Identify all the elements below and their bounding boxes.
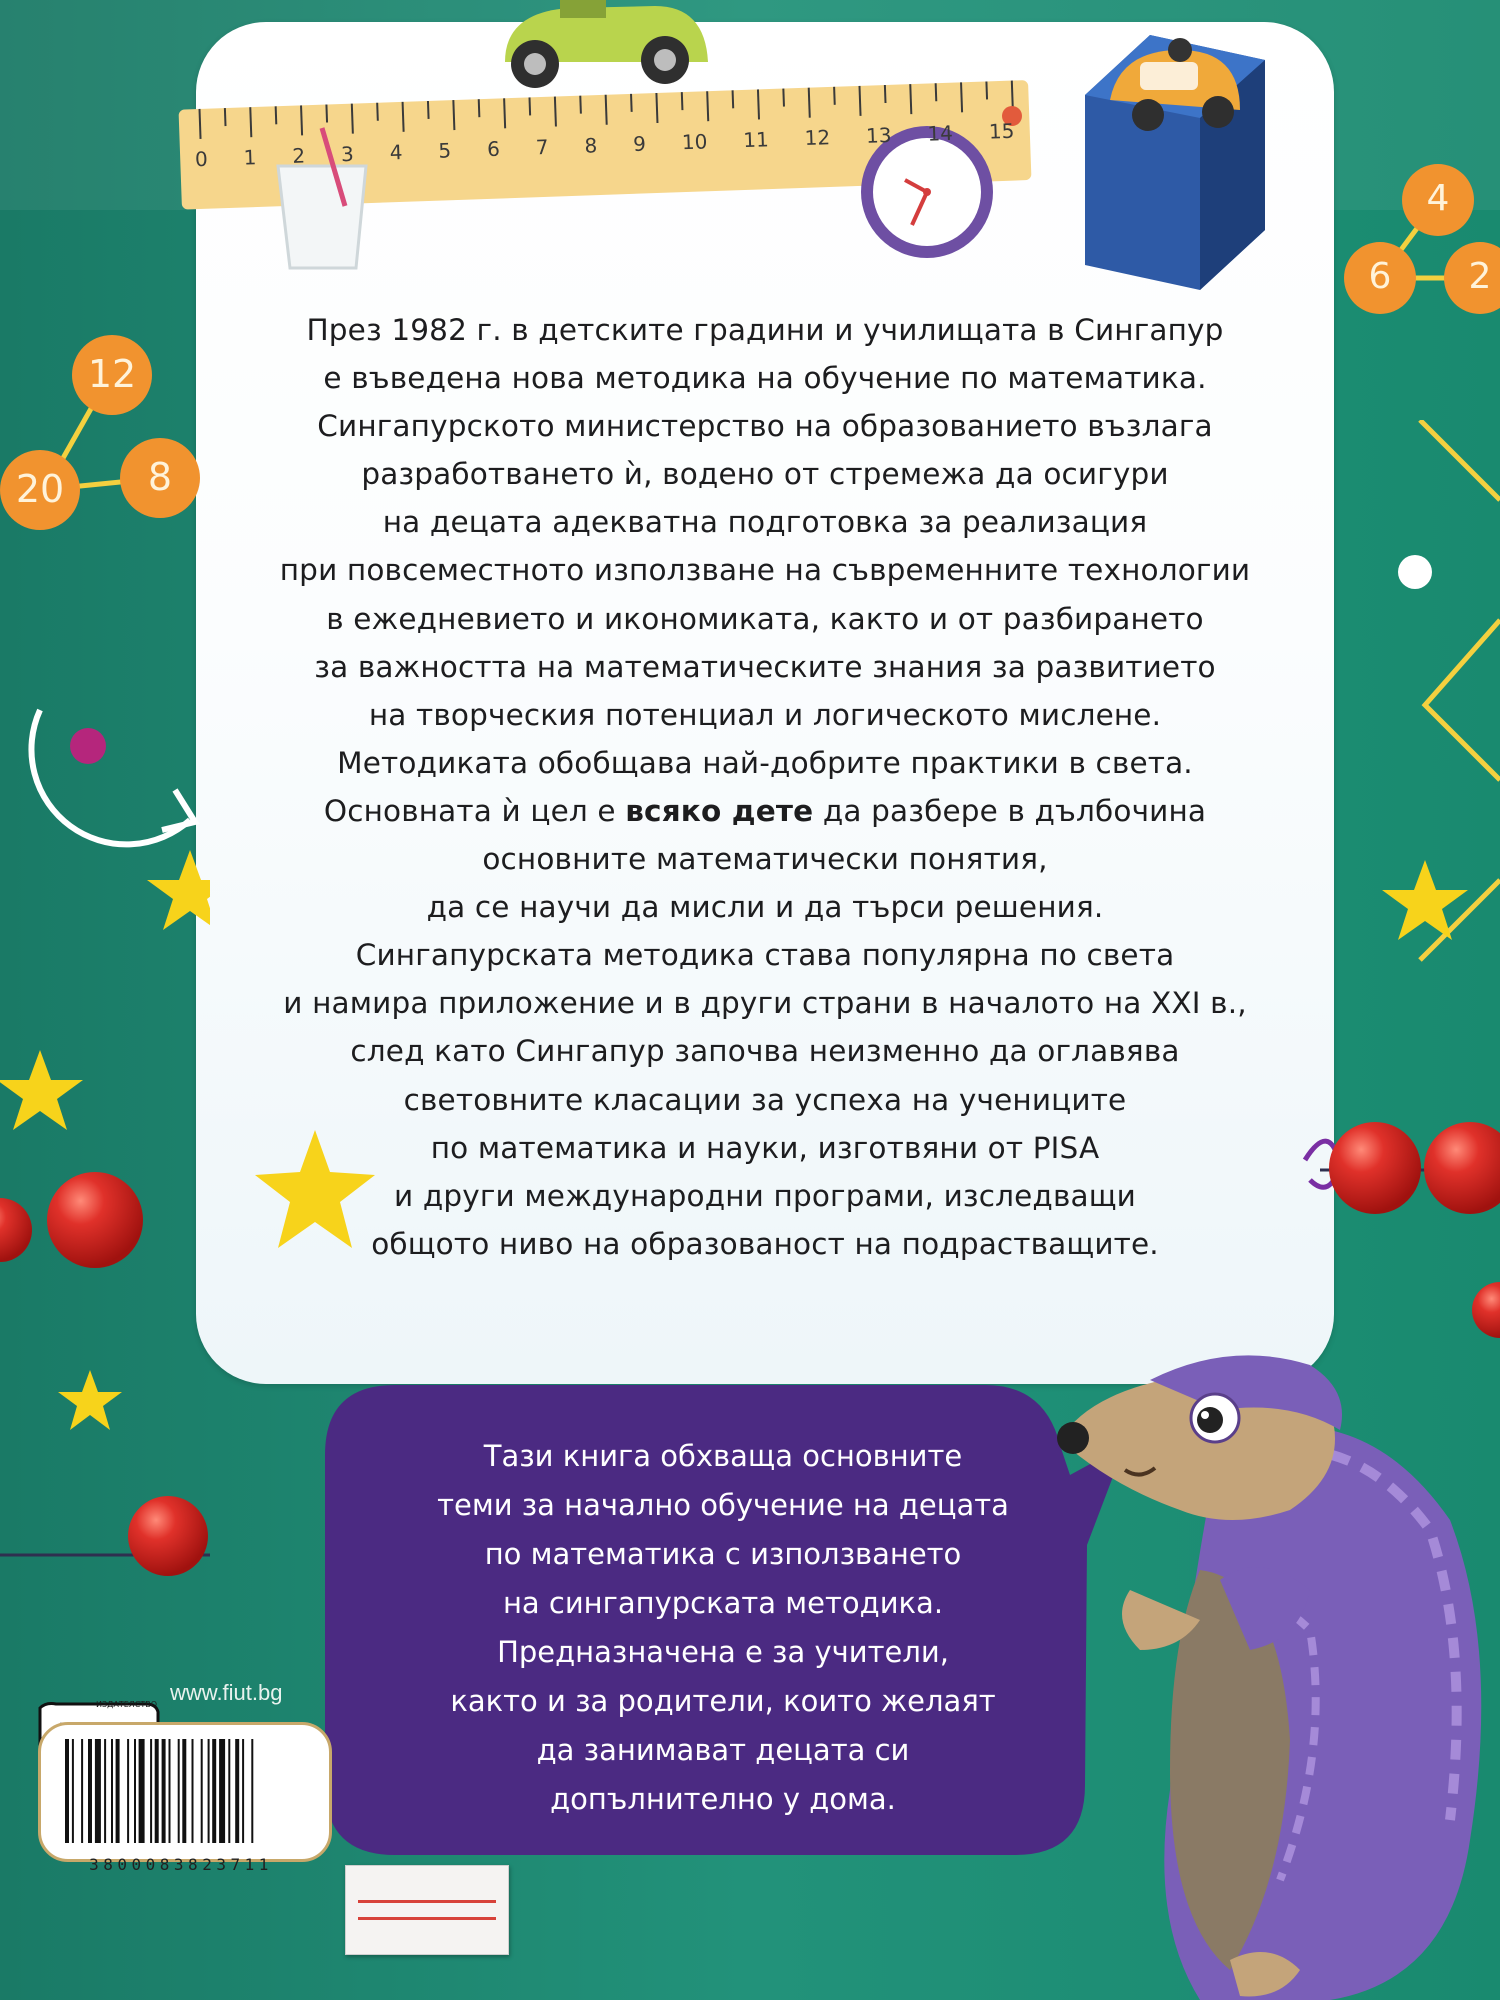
ruler-number: 13 [865, 122, 892, 148]
bubble-line: по математика с използването [484, 1537, 962, 1571]
text-line: е въведена нова методика на обучение по математика. [323, 361, 1207, 396]
ruler-number: 11 [742, 127, 770, 153]
bubble-line: Предназначена е за учители, [497, 1635, 949, 1669]
barcode-bar [155, 1739, 159, 1843]
text-line: През 1982 г. в детските градини и училищата в Сингапур [306, 313, 1224, 347]
barcode-bar [228, 1739, 230, 1843]
text-line: на децата адекватна подготовка за реализация [382, 505, 1148, 540]
barcode-bar [134, 1739, 136, 1843]
text-line: Сингапурското министерство на образованието възлага [317, 409, 1213, 444]
barcode-bar [242, 1739, 244, 1843]
text-line: общото ниво на образованост на подрастващите. [371, 1226, 1159, 1261]
text-line: световните класации за успеха на учениците [403, 1082, 1127, 1117]
barcode-bar [235, 1739, 239, 1843]
text-line: за важността на математическите знания за развитието [314, 649, 1216, 684]
barcode-bar [219, 1739, 225, 1843]
bead-icon [1329, 1122, 1421, 1214]
text-line: след като Сингапур започва неизменно да оглавява [350, 1034, 1180, 1069]
bubble-line: да занимават децата си [536, 1733, 910, 1767]
text-line: Сингапурската методика става популярна по света [355, 938, 1175, 973]
molecule-number: 12 [87, 352, 137, 396]
barcode-bar [182, 1739, 186, 1843]
text-line: Методиката обобщава най-добрите практики в света. [337, 745, 1193, 780]
bead-icon [1424, 1122, 1500, 1214]
barcode-bar [88, 1739, 92, 1843]
ruler-number: 5 [437, 138, 452, 163]
bubble-line: теми за начално обучение на децата [437, 1488, 1009, 1522]
barcode-bar [162, 1739, 166, 1843]
molecule-number: 20 [15, 467, 65, 511]
barcode-bar [150, 1739, 152, 1843]
main-text [196, 306, 1334, 1268]
barcode-bar [65, 1739, 69, 1843]
bubble-line: допълнително у дома. [550, 1782, 896, 1816]
barcode-bar [178, 1739, 180, 1843]
ruler-number: 6 [486, 136, 501, 162]
goal-text-before: Основната ѝ цел е [323, 793, 626, 828]
barcode-bar [139, 1739, 145, 1843]
molecule-number: 6 [1368, 256, 1392, 297]
text-line: и други международни програми, изследващи [394, 1178, 1136, 1213]
barcode-bar [127, 1739, 129, 1843]
barcode-bar [201, 1739, 203, 1843]
text-line: на творческия потенциал и логическото мислене. [368, 697, 1162, 732]
barcode-bar [169, 1739, 171, 1843]
barcode-bar [208, 1739, 210, 1843]
blue-cube-icon [1085, 35, 1265, 290]
left-side-decorations [0, 680, 210, 1720]
text-line: да се научи да мисли и да търси решения. [426, 890, 1104, 925]
molecule-number: 8 [147, 455, 173, 499]
goal-text-after: да разбере в дълбочина [813, 793, 1207, 828]
ruler-number: 1 [243, 145, 257, 170]
pangolin-mascot-icon [1030, 1320, 1500, 2000]
ruler-number: 0 [194, 146, 209, 172]
bubble-line: на сингапурската методика. [502, 1586, 944, 1620]
bead-icon [47, 1172, 143, 1268]
ruler-number: 15 [988, 118, 1015, 144]
text-line: в ежедневието и икономиката, както и от разбирането [326, 601, 1204, 636]
goal-text-bold: всяко дете [625, 793, 814, 828]
bubble-text [348, 1432, 1098, 1824]
molecule-number: 4 [1426, 178, 1450, 219]
text-line: основните математически понятия, [482, 842, 1048, 877]
bubble-line: както и за родители, които желаят [450, 1684, 996, 1718]
bead-icon [0, 1198, 32, 1262]
barcode-bar [81, 1739, 83, 1843]
star-icon [0, 1050, 83, 1130]
bead-icon [128, 1496, 208, 1576]
ruler-number: 4 [389, 140, 403, 165]
ruler-number: 7 [535, 134, 549, 160]
barcode-bar [251, 1739, 253, 1843]
barcode-bar [111, 1739, 113, 1843]
ruler-number: 3 [340, 141, 355, 167]
price-sticker-band [358, 1900, 496, 1920]
barcode-bar [192, 1739, 194, 1843]
ruler-number: 9 [632, 131, 647, 157]
barcode-bar [212, 1739, 216, 1843]
barcode-bar [72, 1739, 74, 1843]
bubble-line: Тази книга обхваща основните [483, 1439, 963, 1473]
toy-car-icon [505, 0, 708, 88]
price-sticker [345, 1865, 509, 1955]
star-icon [58, 1370, 122, 1430]
text-line: при повсеместното използване на съвременните технологии [279, 553, 1251, 588]
barcode-icon [38, 1722, 332, 1862]
text-line-goal [196, 787, 1334, 835]
ruler-number: 10 [681, 129, 708, 155]
barcode-bar [116, 1739, 120, 1843]
molecule-number: 2 [1468, 256, 1492, 297]
ruler-number: 8 [584, 133, 598, 158]
text-line: разработването ѝ, водено от стремежа да осигури [361, 457, 1169, 492]
barcode-bar [104, 1739, 106, 1843]
ruler-number: 12 [804, 125, 831, 151]
barcode-bar [95, 1739, 101, 1843]
publisher-logo-small-text: ИЗДАТЕЛСТВО [96, 1700, 158, 1709]
barcode-number: 3800083823711 [89, 1855, 273, 1874]
website-link[interactable]: www.fiut.bg [170, 1680, 283, 1705]
text-line: по математика и науки, изготвяни от PISA [430, 1130, 1100, 1165]
ruler-number: 2 [291, 143, 306, 168]
ruler-number: 14 [927, 120, 954, 146]
text-line: и намира приложение и в други страни в началото на XXI в., [283, 986, 1247, 1021]
barcode-bars [63, 1739, 307, 1843]
